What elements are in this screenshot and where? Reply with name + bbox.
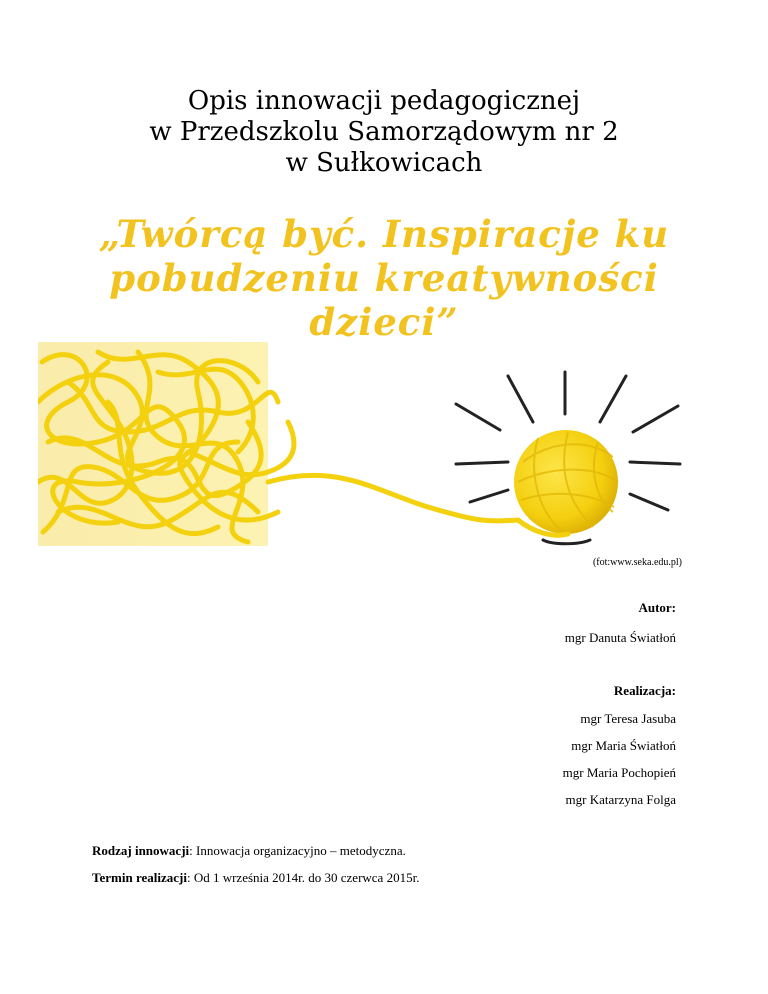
title-line-1: „Twórcą być. Inspiracje ku [98,212,670,256]
innovation-term-value: : Od 1 września 2014r. do 30 czerwca 2015r. [186,870,420,885]
innovation-type [92,843,406,859]
yarn-lightbulb-photo [38,342,684,546]
photo-credit: (fot:www.seka.edu.pl) [592,557,682,568]
realization-label: Realizacja: [613,683,676,698]
bulb-base-icon [543,540,590,544]
document-heading [0,86,768,179]
heading-line-1: Opis innowacji pedagogicznej [187,86,581,116]
realization-person: mgr Katarzyna Folga [565,792,676,807]
realization-person: mgr Maria Pochopień [562,765,676,780]
heading-line-3: w Sułkowicach [285,148,483,178]
author-label: Autor: [638,600,676,615]
innovation-type-label: Rodzaj innowacji [92,843,190,858]
realization-person: mgr Maria Światłoń [571,738,676,753]
title-line-3: dzieci” [309,300,459,344]
tangled-yarn [38,342,294,546]
author-name: mgr Danuta Światłoń [564,630,676,645]
innovation-term-label: Termin realizacji [92,870,187,885]
title-line-2: pobudzeniu kreatywności [109,256,659,300]
innovation-term [92,870,419,886]
yarn-ball [514,430,618,535]
innovation-title [0,212,768,344]
innovation-type-value: : Innowacja organizacyjno – metodyczna. [189,843,406,858]
heading-line-2: w Przedszkolu Samorządowym nr 2 [149,117,619,147]
realization-person: mgr Teresa Jasuba [580,711,676,726]
